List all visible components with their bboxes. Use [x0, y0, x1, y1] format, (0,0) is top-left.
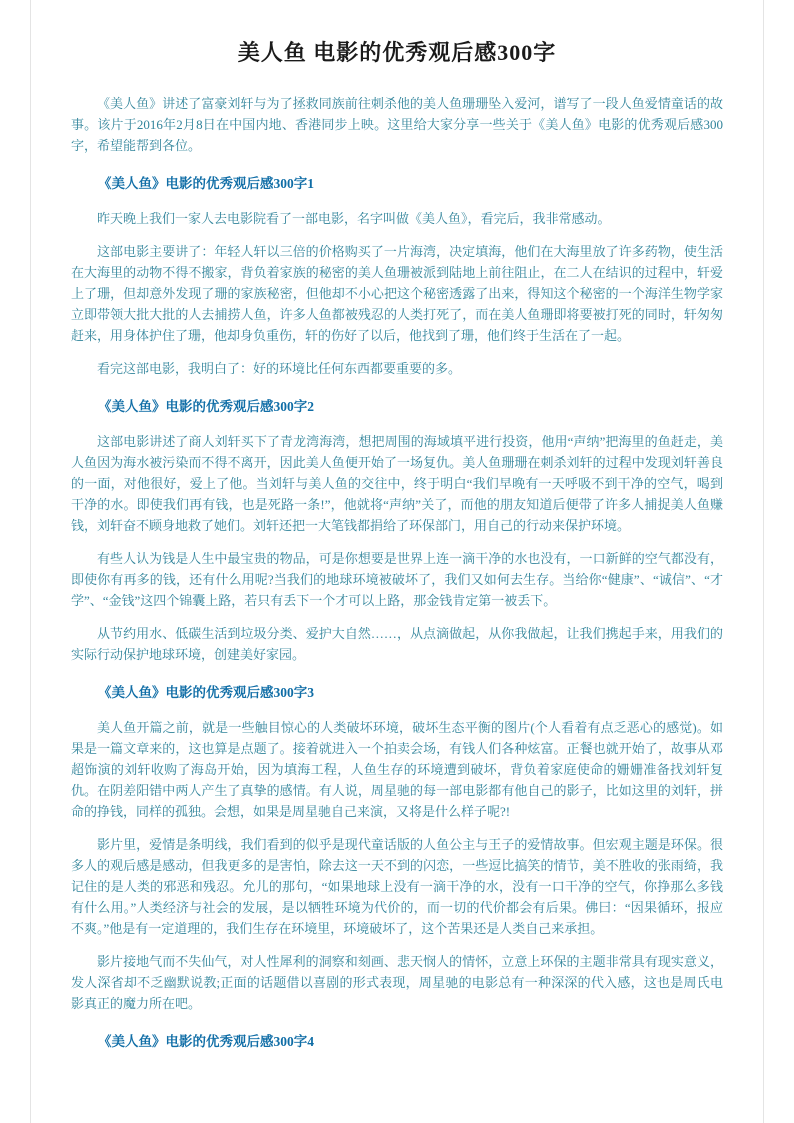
- section-heading: 《美人鱼》电影的优秀观后感300字4: [98, 1034, 314, 1049]
- document-title: 美人鱼 电影的优秀观后感300字: [237, 40, 557, 65]
- document-body: [71, 93, 723, 1052]
- paragraph: 这部电影主要讲了：年轻人轩以三倍的价格购买了一片海湾，决定填海，他们在大海里放了许多药物，使生活在大海里的动物不得不搬家，背负着家族的秘密的美人鱼珊被派到陆地上前往阻止，在二人在结识的过程中，轩爱上了珊，但却意外发现了珊的家族秘密，但他却不小心把这个秘密透露了出来，得知这个秘密的一个海洋生物学家立即带领大批大批的人去捕捞人鱼，许多人鱼都被残忍的人类打死了，而在美人鱼珊即将要被打死的同时，轩匆匆赶来，用身体护住了珊，他却身负重伤，轩的伤好了以后，他找到了珊，他们终于生活在了一起。: [71, 244, 723, 343]
- paragraph: 这部电影讲述了商人刘轩买下了青龙湾海湾，想把周围的海域填平进行投资，他用“声纳”把海里的鱼赶走，美人鱼因为海水被污染而不得不离开，因此美人鱼便开始了一场复仇。美人鱼珊珊在刺杀刘轩的过程中发现刘轩善良的一面，对他很好，爱上了他。当刘轩与美人鱼的交往中，终于明白“我们早晚有一天呼吸不到干净的空气，喝到干净的水。即使我们再有钱，也是死路一条!”，他就将“声纳”关了，而他的朋友知道后便带了许多人捕捉美人鱼赚钱，刘轩奋不顾身地救了她们。刘轩还把一大笔钱都捐给了环保部门，用自己的行动来保护环境。: [71, 434, 723, 533]
- paragraph: 美人鱼开篇之前，就是一些触目惊心的人类破坏环境，破坏生态平衡的图片(个人看着有点乏恶心的感觉)。如果是一篇文章来的，这也算是点题了。接着就进入一个拍卖会场，有钱人们各种炫富。正餐也就开始了，故事从邓超饰演的刘轩收购了海岛开始，因为填海工程，人鱼生存的环境遭到破坏，背负着家庭使命的姗姗准备找刘轩复仇。在阴差阳错中两人产生了真挚的感情。有人说，周星驰的每一部电影都有他自己的影子，比如这里的刘轩，拼命的挣钱，同样的孤独。会想，如果是周星驰自己来演，又将是什么样子呢?!: [71, 720, 723, 819]
- section-heading: 《美人鱼》电影的优秀观后感300字2: [98, 399, 314, 414]
- section-heading: 《美人鱼》电影的优秀观后感300字1: [98, 176, 314, 191]
- paragraph: 看完这部电影，我明白了：好的环境比任何东西都要重要的多。: [97, 361, 462, 376]
- paragraph: 有些人认为钱是人生中最宝贵的物品，可是你想要是世界上连一滴干净的水也没有，一口新鲜的空气都没有，即使你有再多的钱，还有什么用呢?当我们的地球环境被破坏了，我们又如何去生存。当给你“健康”、“诚信”、“才学”、“金钱”这四个锦囊上路，若只有丢下一个才可以上路，那金钱肯定第一被丢下。: [71, 551, 723, 608]
- section-heading: 《美人鱼》电影的优秀观后感300字3: [98, 685, 314, 700]
- paragraph: 从节约用水、低碳生活到垃圾分类、爱护大自然……，从点滴做起，从你我做起，让我们携起手来，用我们的实际行动保护地球环境，创建美好家园。: [71, 626, 723, 662]
- paragraph: 影片里，爱情是条明线，我们看到的似乎是现代童话版的人鱼公主与王子的爱情故事。但宏观主题是环保。很多人的观后感是感动，但我更多的是害怕，除去这一天不到的闪恋，一些逗比搞笑的情节，美不胜收的张雨绮，我记住的是人类的邪恶和残忍。允儿的那句，“如果地球上没有一滴干净的水，没有一口干净的空气，你挣那么多钱有什么用。”人类经济与社会的发展，是以牺牲环境为代价的，而一切的代价都会有后果。佛曰：“因果循环，报应不爽。”他是有一定道理的，我们生存在环境里，环境破坏了，这个苦果还是人类自己来承担。: [71, 837, 723, 936]
- paragraph: 昨天晚上我们一家人去电影院看了一部电影，名字叫做《美人鱼》，看完后，我非常感动。: [97, 211, 611, 226]
- paragraph: 《美人鱼》讲述了富豪刘轩与为了拯救同族前往刺杀他的美人鱼珊珊坠入爱河，谱写了一段人鱼爱情童话的故事。该片于2016年2月8日在中国内地、香港同步上映。这里给大家分享一些关于《美人鱼》电影的优秀观后感300字，希望能帮到各位。: [71, 96, 723, 153]
- document-page: [30, 0, 764, 1123]
- paragraph: 影片接地气而不失仙气，对人性犀利的洞察和刻画、悲天悯人的情怀，立意上环保的主题非常具有现实意义，发人深省却不乏幽默说教;正面的话题借以喜剧的形式表现，周星驰的电影总有一种深深的代入感，这也是周氏电影真正的魔力所在吧。: [71, 954, 723, 1011]
